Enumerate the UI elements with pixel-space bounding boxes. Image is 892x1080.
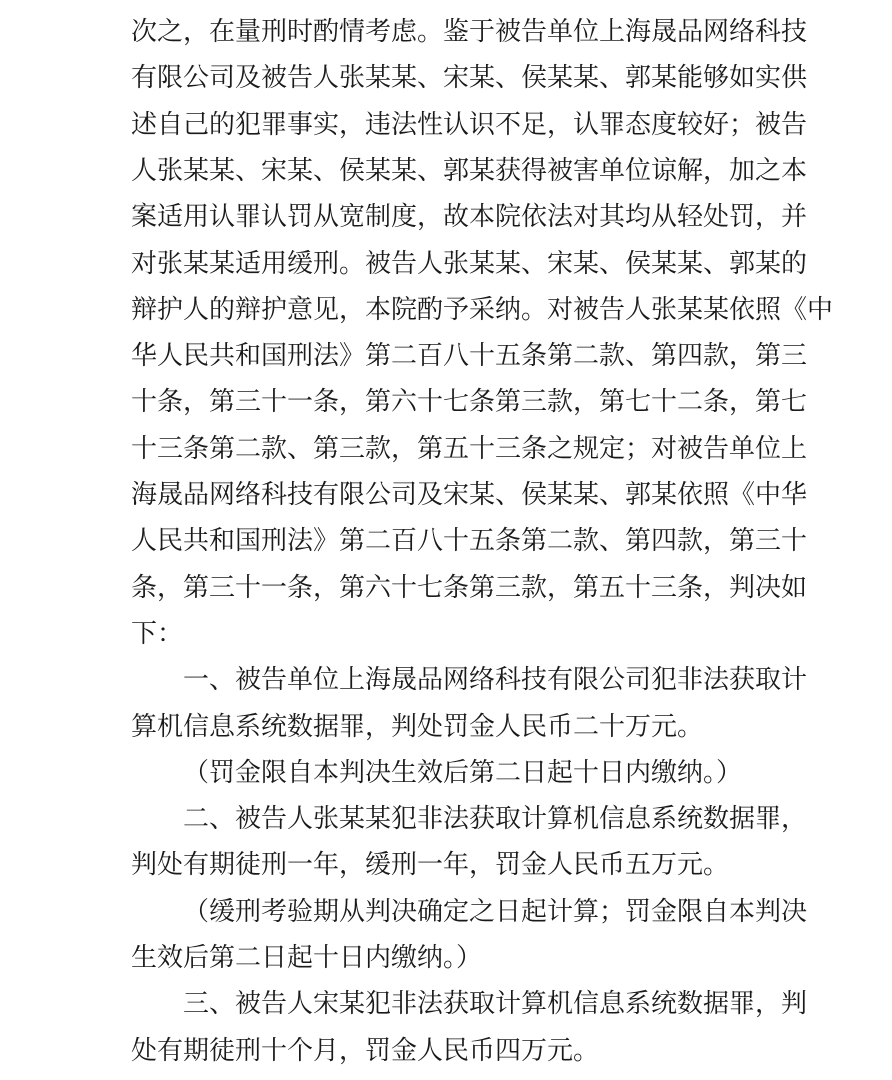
text-line: 人民共和国刑法》第二百八十五条第二款、第四款，第三十 — [131, 526, 808, 557]
text-line: 生效后第二日起十日内缴纳。） — [131, 943, 483, 973]
text-line: 算机信息系统数据罪，判处罚金人民币二十万元。 — [131, 711, 704, 742]
text-line: 海晟品网络科技有限公司及宋某、侯某某、郭某依照《中华 — [131, 480, 808, 510]
text-line: 十三条第二款、第三款，第五十三条之规定；对被告单位上 — [131, 433, 808, 464]
text-line: 十条，第三十一条，第六十七条第三款，第七十二条，第七 — [131, 387, 808, 418]
text-line: 华人民共和国刑法》第二百八十五条第二款、第四款，第三 — [131, 341, 808, 372]
text-line: 判处有期徒刑一年，缓刑一年，罚金人民币五万元。 — [131, 850, 730, 881]
text-line: 处有期徒刑十个月，罚金人民币四万元。 — [131, 1035, 600, 1066]
text-line: 一、被告单位上海晟品网络科技有限公司犯非法获取计 — [183, 665, 808, 696]
text-line: （罚金限自本判决生效后第二日起十日内缴纳。） — [183, 757, 743, 788]
text-line: 案适用认罪认罚从宽制度，故本院依法对其均从轻处罚，并 — [131, 202, 808, 233]
text-line: 辩护人的辩护意见，本院酌予采纳。对被告人张某某依照《中 — [131, 294, 834, 325]
text-line: 二、被告人张某某犯非法获取计算机信息系统数据罪， — [183, 804, 808, 835]
text-line: 三、被告人宋某犯非法获取计算机信息系统数据罪，判 — [183, 989, 808, 1020]
text-line: 条，第三十一条，第六十七条第三款，第五十三条，判决如 — [131, 572, 808, 603]
text-line: （缓刑考验期从判决确定之日起计算；罚金限自本判决 — [183, 896, 808, 927]
text-line: 次之，在量刑时酌情考虑。鉴于被告单位上海晟品网络科技 — [131, 17, 808, 47]
text-line: 对张某某适用缓刑。被告人张某某、宋某、侯某某、郭某的 — [131, 248, 808, 279]
text-line: 述自己的犯罪事实，违法性认识不足，认罪态度较好；被告 — [131, 109, 808, 140]
text-line: 有限公司及被告人张某某、宋某、侯某某、郭某能够如实供 — [131, 63, 808, 94]
text-line: 下： — [131, 618, 184, 649]
text-line: 人张某某、宋某、侯某某、郭某获得被害单位谅解，加之本 — [131, 155, 808, 186]
